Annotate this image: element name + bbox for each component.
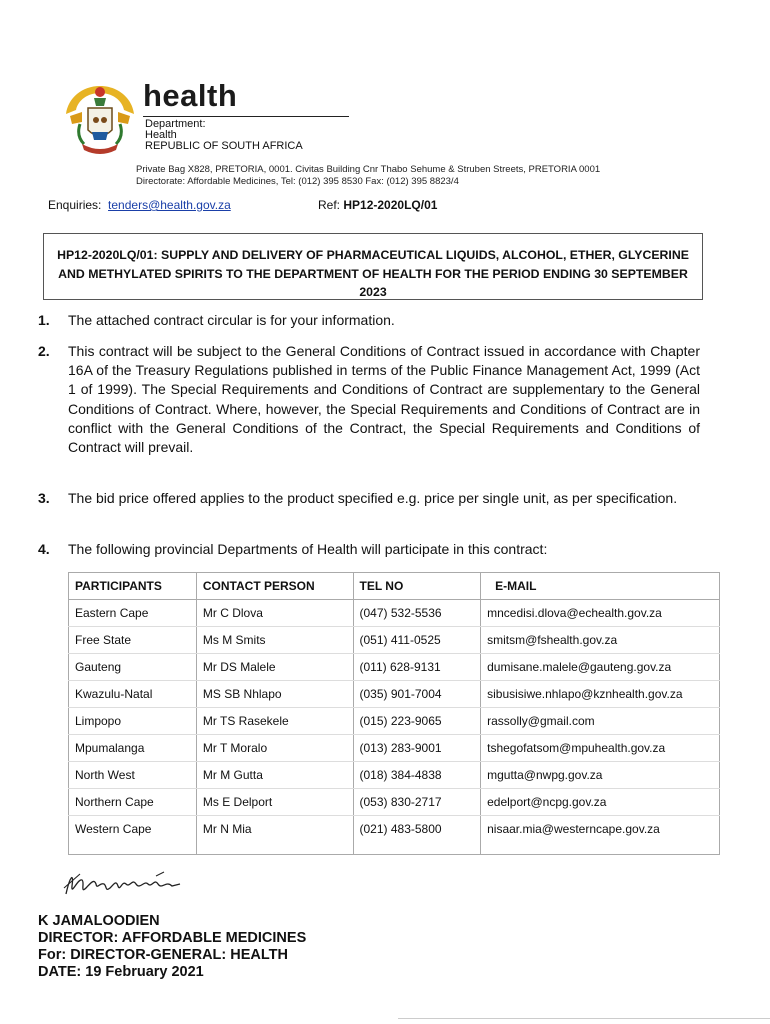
participant-cell: North West [69, 762, 197, 789]
signer-title: DIRECTOR: AFFORDABLE MEDICINES [38, 930, 307, 946]
contact-cell: Mr DS Malele [196, 654, 353, 681]
department-block [145, 119, 303, 152]
email-cell: edelport@ncpg.gov.za [481, 789, 720, 816]
tel-cell: (018) 384-4838 [353, 762, 481, 789]
ref-value: HP12-2020LQ/01 [343, 198, 438, 212]
address-line-1: Private Bag X828, PRETORIA, 0001. Civitas Building Cnr Thabo Sehume & Struben Streets, PRETORIA 0001 [136, 164, 601, 175]
header-tel-no: TEL NO [353, 573, 481, 600]
table-row [69, 708, 720, 735]
dept-line-1: Department: [145, 118, 206, 130]
table-row [69, 654, 720, 681]
table-row [69, 681, 720, 708]
numbered-item-2 [38, 342, 700, 457]
tel-cell: (035) 901-7004 [353, 681, 481, 708]
item-number: 4. [38, 541, 50, 557]
contact-cell: Mr TS Rasekele [196, 708, 353, 735]
contact-cell: Ms E Delport [196, 789, 353, 816]
contact-cell: Mr T Moralo [196, 735, 353, 762]
header-participants: PARTICIPANTS [69, 573, 197, 600]
participant-cell: Eastern Cape [69, 600, 197, 627]
contact-cell: Mr C Dlova [196, 600, 353, 627]
email-cell: mgutta@nwpg.gov.za [481, 762, 720, 789]
enquiries-email-link[interactable]: tenders@health.gov.za [108, 198, 231, 212]
address-block [136, 164, 600, 187]
participant-cell: Western Cape [69, 816, 197, 855]
item-number: 1. [38, 312, 50, 328]
table-row [69, 600, 720, 627]
table-header-row [69, 573, 720, 600]
address-line-2: Directorate: Affordable Medicines, Tel: (012) 395 8530 Fax: (012) 395 8823/4 [136, 175, 459, 187]
participant-cell: Northern Cape [69, 789, 197, 816]
table-row [69, 789, 720, 816]
email-cell: smitsm@fshealth.gov.za [481, 627, 720, 654]
email-cell: rassolly@gmail.com [481, 708, 720, 735]
numbered-item-1 [38, 311, 700, 330]
item-text: The following provincial Departments of Health will participate in this contract: [68, 541, 548, 557]
contact-cell: Ms M Smits [196, 627, 353, 654]
numbered-item-4 [38, 540, 700, 559]
participant-cell: Gauteng [69, 654, 197, 681]
contact-cell: Mr N Mia [196, 816, 353, 855]
document-title: HP12-2020LQ/01: SUPPLY AND DELIVERY OF PHARMACEUTICAL LIQUIDS, ALCOHOL, ETHER, GLYCERINE AND METHYLATED SPIRITS TO THE DEPARTMENT OF HEALTH FOR THE PERIOD ENDING 30 SEPTEMBER 2023 [57, 248, 689, 299]
brand-wordmark: health [143, 78, 238, 113]
participant-cell: Mpumalanga [69, 735, 197, 762]
tel-cell: (051) 411-0525 [353, 627, 481, 654]
signature [60, 866, 190, 902]
signer-block [38, 913, 306, 981]
email-cell: sibusisiwe.nhlapo@kznhealth.gov.za [481, 681, 720, 708]
participants-table [68, 572, 720, 855]
header-email: E-MAIL [481, 573, 720, 600]
tel-cell: (053) 830-2717 [353, 789, 481, 816]
dept-line-2: Health [145, 129, 177, 141]
email-cell: dumisane.malele@gauteng.gov.za [481, 654, 720, 681]
email-cell: mncedisi.dlova@echealth.gov.za [481, 600, 720, 627]
item-number: 2. [38, 343, 50, 359]
footer-divider [398, 1018, 770, 1019]
table-row [69, 762, 720, 789]
title-box [43, 233, 703, 300]
tel-cell: (015) 223-9065 [353, 708, 481, 735]
header-contact-person: CONTACT PERSON [196, 573, 353, 600]
tel-cell: (013) 283-9001 [353, 735, 481, 762]
tel-cell: (021) 483-5800 [353, 816, 481, 855]
tel-cell: (011) 628-9131 [353, 654, 481, 681]
table-row [69, 816, 720, 855]
numbered-item-3 [38, 489, 700, 508]
item-text: The bid price offered applies to the product specified e.g. price per single unit, as per specification. [68, 490, 678, 506]
participant-cell: Limpopo [69, 708, 197, 735]
signer-for: For: DIRECTOR-GENERAL: HEALTH [38, 947, 288, 963]
signer-date: DATE: 19 February 2021 [38, 964, 204, 980]
email-cell: tshegofatsom@mpuhealth.gov.za [481, 735, 720, 762]
item-number: 3. [38, 490, 50, 506]
table-row [69, 735, 720, 762]
participant-cell: Kwazulu-Natal [69, 681, 197, 708]
item-text: The attached contract circular is for your information. [68, 312, 395, 328]
enquiries-label: Enquiries: [48, 198, 102, 212]
tel-cell: (047) 532-5536 [353, 600, 481, 627]
signer-name: K JAMALOODIEN [38, 913, 160, 929]
table-row [69, 627, 720, 654]
ref-label: Ref: [318, 198, 341, 212]
item-text: This contract will be subject to the General Conditions of Contract issued in accordance with Chapter 16A of the Treasury Regulations published in terms of the Public Finance Management Act, 1999 (Act 1 of 1999). The Special Requirements and Conditions of Contract are supplementary to the General Conditions of Contract. Where, however, the Special Requirements and Conditions of Contract are in conflict with the General Conditions of the Contract, the Special Requirements and Conditions of Contract will prevail. [68, 343, 700, 456]
participant-cell: Free State [69, 627, 197, 654]
brand-divider [143, 116, 349, 117]
reference [318, 198, 437, 212]
coat-of-arms-logo [60, 80, 140, 160]
email-cell: nisaar.mia@westerncape.gov.za [481, 816, 720, 855]
contact-cell: MS SB Nhlapo [196, 681, 353, 708]
dept-line-3: REPUBLIC OF SOUTH AFRICA [145, 140, 303, 152]
enquiries [48, 198, 231, 212]
contact-cell: Mr M Gutta [196, 762, 353, 789]
